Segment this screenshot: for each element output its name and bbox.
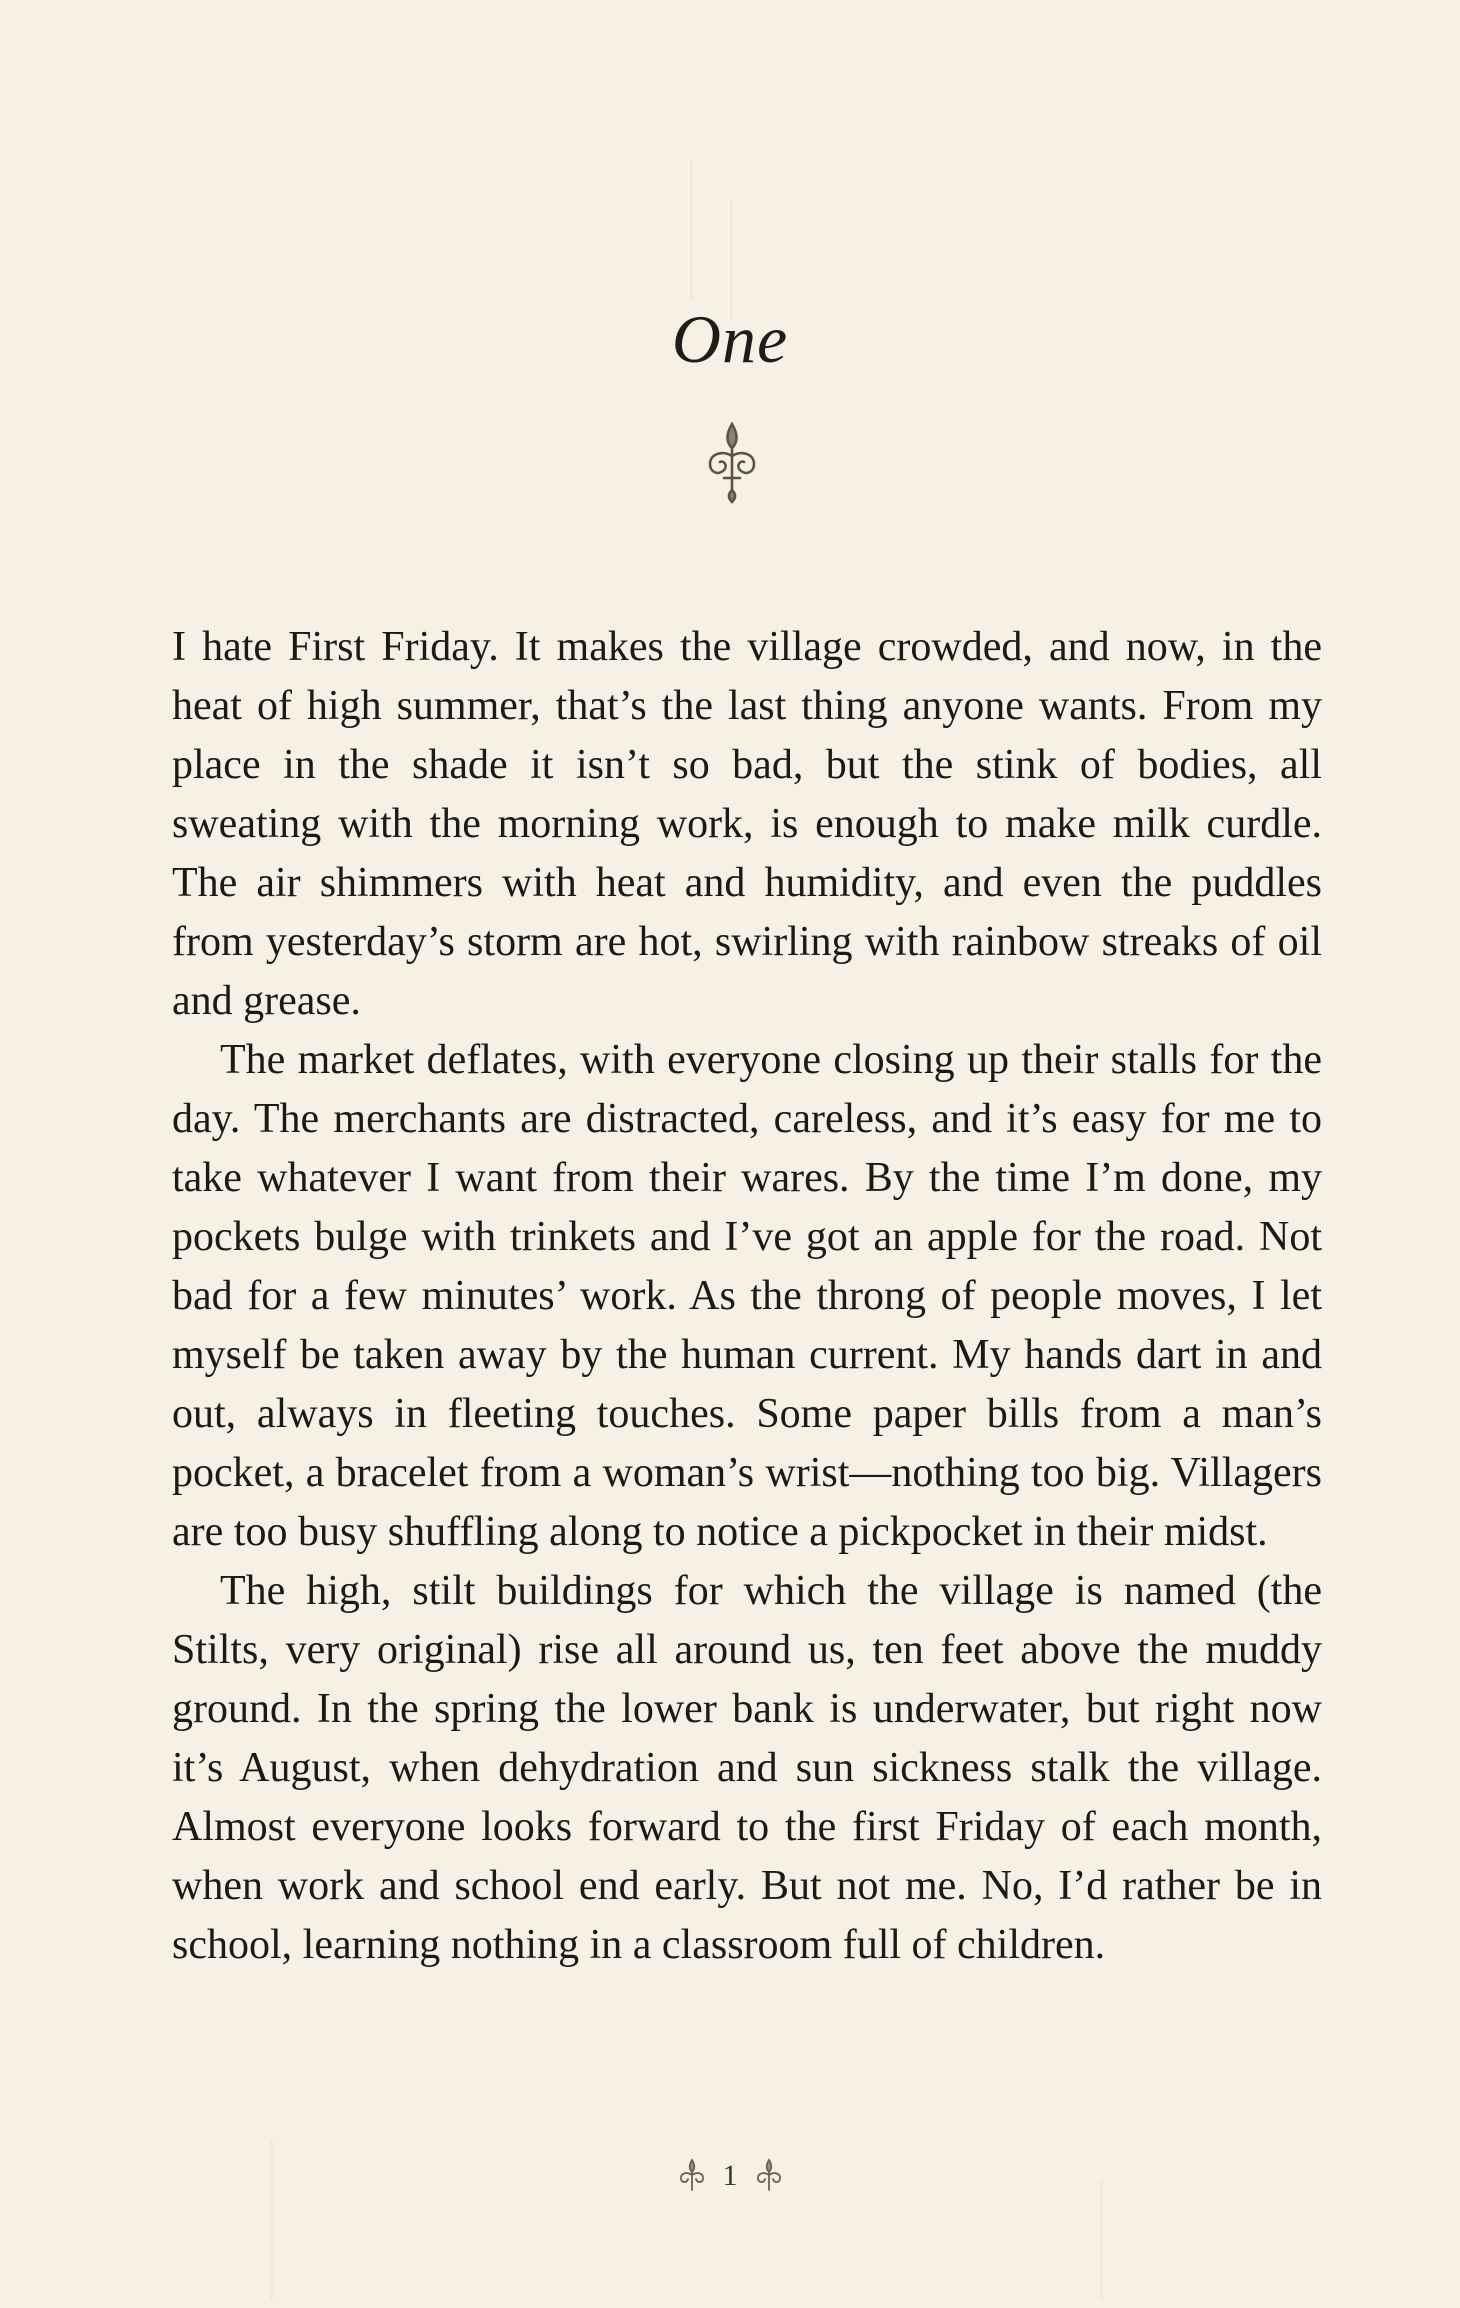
- chapter-title: One: [671, 301, 789, 377]
- bleed-through-line: [690, 160, 693, 300]
- paragraph: The high, stilt buildings for which the village is named (the Stilts, very original) rise all around us, ten feet above the muddy ground. In the spring the lower bank is underwater, but right now it’s August, when dehydration and sun sickness stalk the village. Almost everyone looks forward to the first Friday of each month, when work and school end early. But not me. No, I’d rather be in school, learning nothing in a classroom full of children.: [172, 1568, 1322, 1968]
- paragraph: I hate First Friday. It makes the village crowded, and now, in the heat of high summer, that’s the last thing anyone wants. From my place in the shade it isn’t so bad, but the stink of bodies, all sweating with the morning work, is enough to make milk curdle. The air shimmers with heat and humidity, and even the puddles from yesterday’s storm are hot, swirling with rainbow streaks of oil and grease.: [172, 624, 1322, 1024]
- page-footer: [0, 2158, 1460, 2194]
- bleed-through-line: [1100, 2180, 1103, 2300]
- paragraph: The market deflates, with everyone closing up their stalls for the day. The merchants are distracted, careless, and it’s easy for me to take whatever I want from their wares. By the time I’m done, my pockets bulge with trinkets and I’ve got an apple for the road. Not bad for a few minutes’ work. As the throng of people moves, I let myself be taken away by the human current. My hands dart in and out, always in fleeting touches. Some paper bills from a man’s pocket, a bracelet from a woman’s wrist—nothing too big. Villagers are too busy shuffling along to notice a pickpocket in their midst.: [172, 1037, 1322, 1555]
- fleur-ornament-icon: [754, 2158, 784, 2194]
- page-number: 1: [722, 2159, 738, 2192]
- chapter-body: [172, 618, 1322, 1975]
- fleur-ornament-icon: [700, 420, 764, 504]
- fleur-ornament-icon: [677, 2158, 707, 2194]
